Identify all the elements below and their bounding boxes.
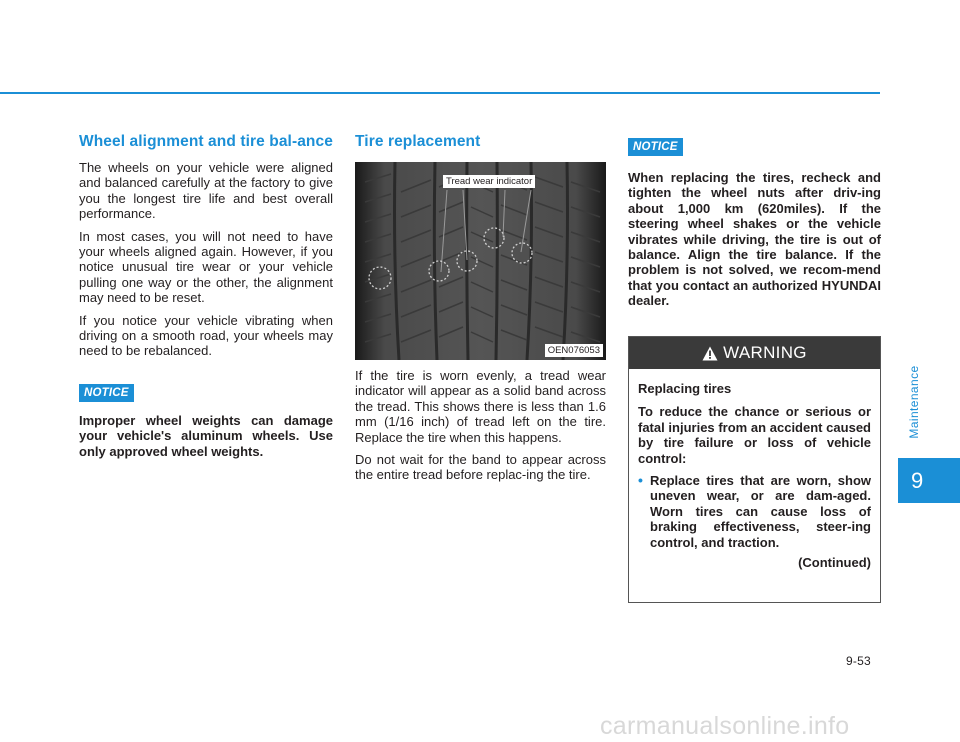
warning-box bbox=[628, 336, 881, 603]
warning-header-label: WARNING bbox=[723, 343, 807, 362]
tire-replacement-paragraph-1: If the tire is worn evenly, a tread wear indicator will appear as a solid band across the tread. This shows there is less than 1.6 mm (1/16 inch) of tread left on the tire. Replace the tire when this happens. bbox=[355, 368, 606, 445]
column-tire-replacement bbox=[355, 133, 606, 490]
tire-replacement-paragraph-2: Do not wait for the band to appear across the entire tread before replac-ing the tire. bbox=[355, 452, 606, 483]
tire-replacement-heading: Tire replacement bbox=[355, 133, 481, 150]
chapter-tab: 9 bbox=[898, 458, 960, 503]
section-label-text: Maintenance bbox=[907, 365, 921, 439]
wheel-alignment-heading: Wheel alignment and tire bal-ance bbox=[79, 133, 333, 150]
tread-wear-photo bbox=[355, 162, 606, 360]
wheel-weight-notice-text: Improper wheel weights can damage your vehicle's aluminum wheels. Use only approved wheel weights. bbox=[79, 412, 333, 459]
warning-body bbox=[629, 369, 880, 570]
column-wheel-alignment bbox=[79, 133, 333, 459]
notice-badge: NOTICE bbox=[628, 138, 683, 156]
watermark: carmanualsonline.info bbox=[600, 712, 850, 740]
warning-item-text: Replace tires that are worn, show uneven wear, or are dam-aged. Worn tires can cause loss of braking effectiveness, steer-ing control, and traction. bbox=[650, 473, 871, 550]
wheel-nuts-notice-text: When replacing the tires, recheck and tighten the wheel nuts after driv-ing about 1,000 km (620miles). If the steering wheel shakes or the vehicle vibrates while driving, the tire is out of balance. Align the tire balance. If the problem is not solved, we recom-mend that you contact an authorized HYUNDAI dealer. bbox=[628, 170, 881, 309]
warning-intro: To reduce the chance or serious or fatal injuries from an accident caused by tire failure or loss of vehicle control: bbox=[638, 404, 871, 466]
warning-title: Replacing tires bbox=[638, 381, 732, 396]
sidebar-section-label bbox=[905, 347, 923, 457]
image-code: OEN076053 bbox=[545, 344, 603, 357]
alignment-paragraph-2: In most cases, you will not need to have your wheels aligned again. However, if you notice unusual tire wear or your vehicle pulling one way or the other, the alignment may need to be reset. bbox=[79, 228, 333, 306]
alignment-paragraph-3: If you notice your vehicle vibrating when driving on a smooth road, your wheels may need to be rebalanced. bbox=[79, 312, 333, 359]
column-notice-warning bbox=[628, 137, 881, 309]
warning-triangle-icon bbox=[702, 346, 718, 361]
top-divider bbox=[0, 92, 880, 94]
tread-wear-indicator-callout: Tread wear indicator bbox=[443, 175, 535, 188]
tire-tread-illustration bbox=[355, 162, 606, 360]
warning-list-item bbox=[638, 473, 871, 550]
bullet-icon: • bbox=[638, 472, 643, 489]
page-number: 9-53 bbox=[846, 654, 871, 668]
warning-header bbox=[629, 337, 880, 369]
notice-badge: NOTICE bbox=[79, 384, 134, 402]
continued-label: (Continued) bbox=[798, 555, 871, 571]
alignment-paragraph-1: The wheels on your vehicle were aligned and balanced carefully at the factory to give you the longest tire life and best overall performance. bbox=[79, 160, 333, 222]
